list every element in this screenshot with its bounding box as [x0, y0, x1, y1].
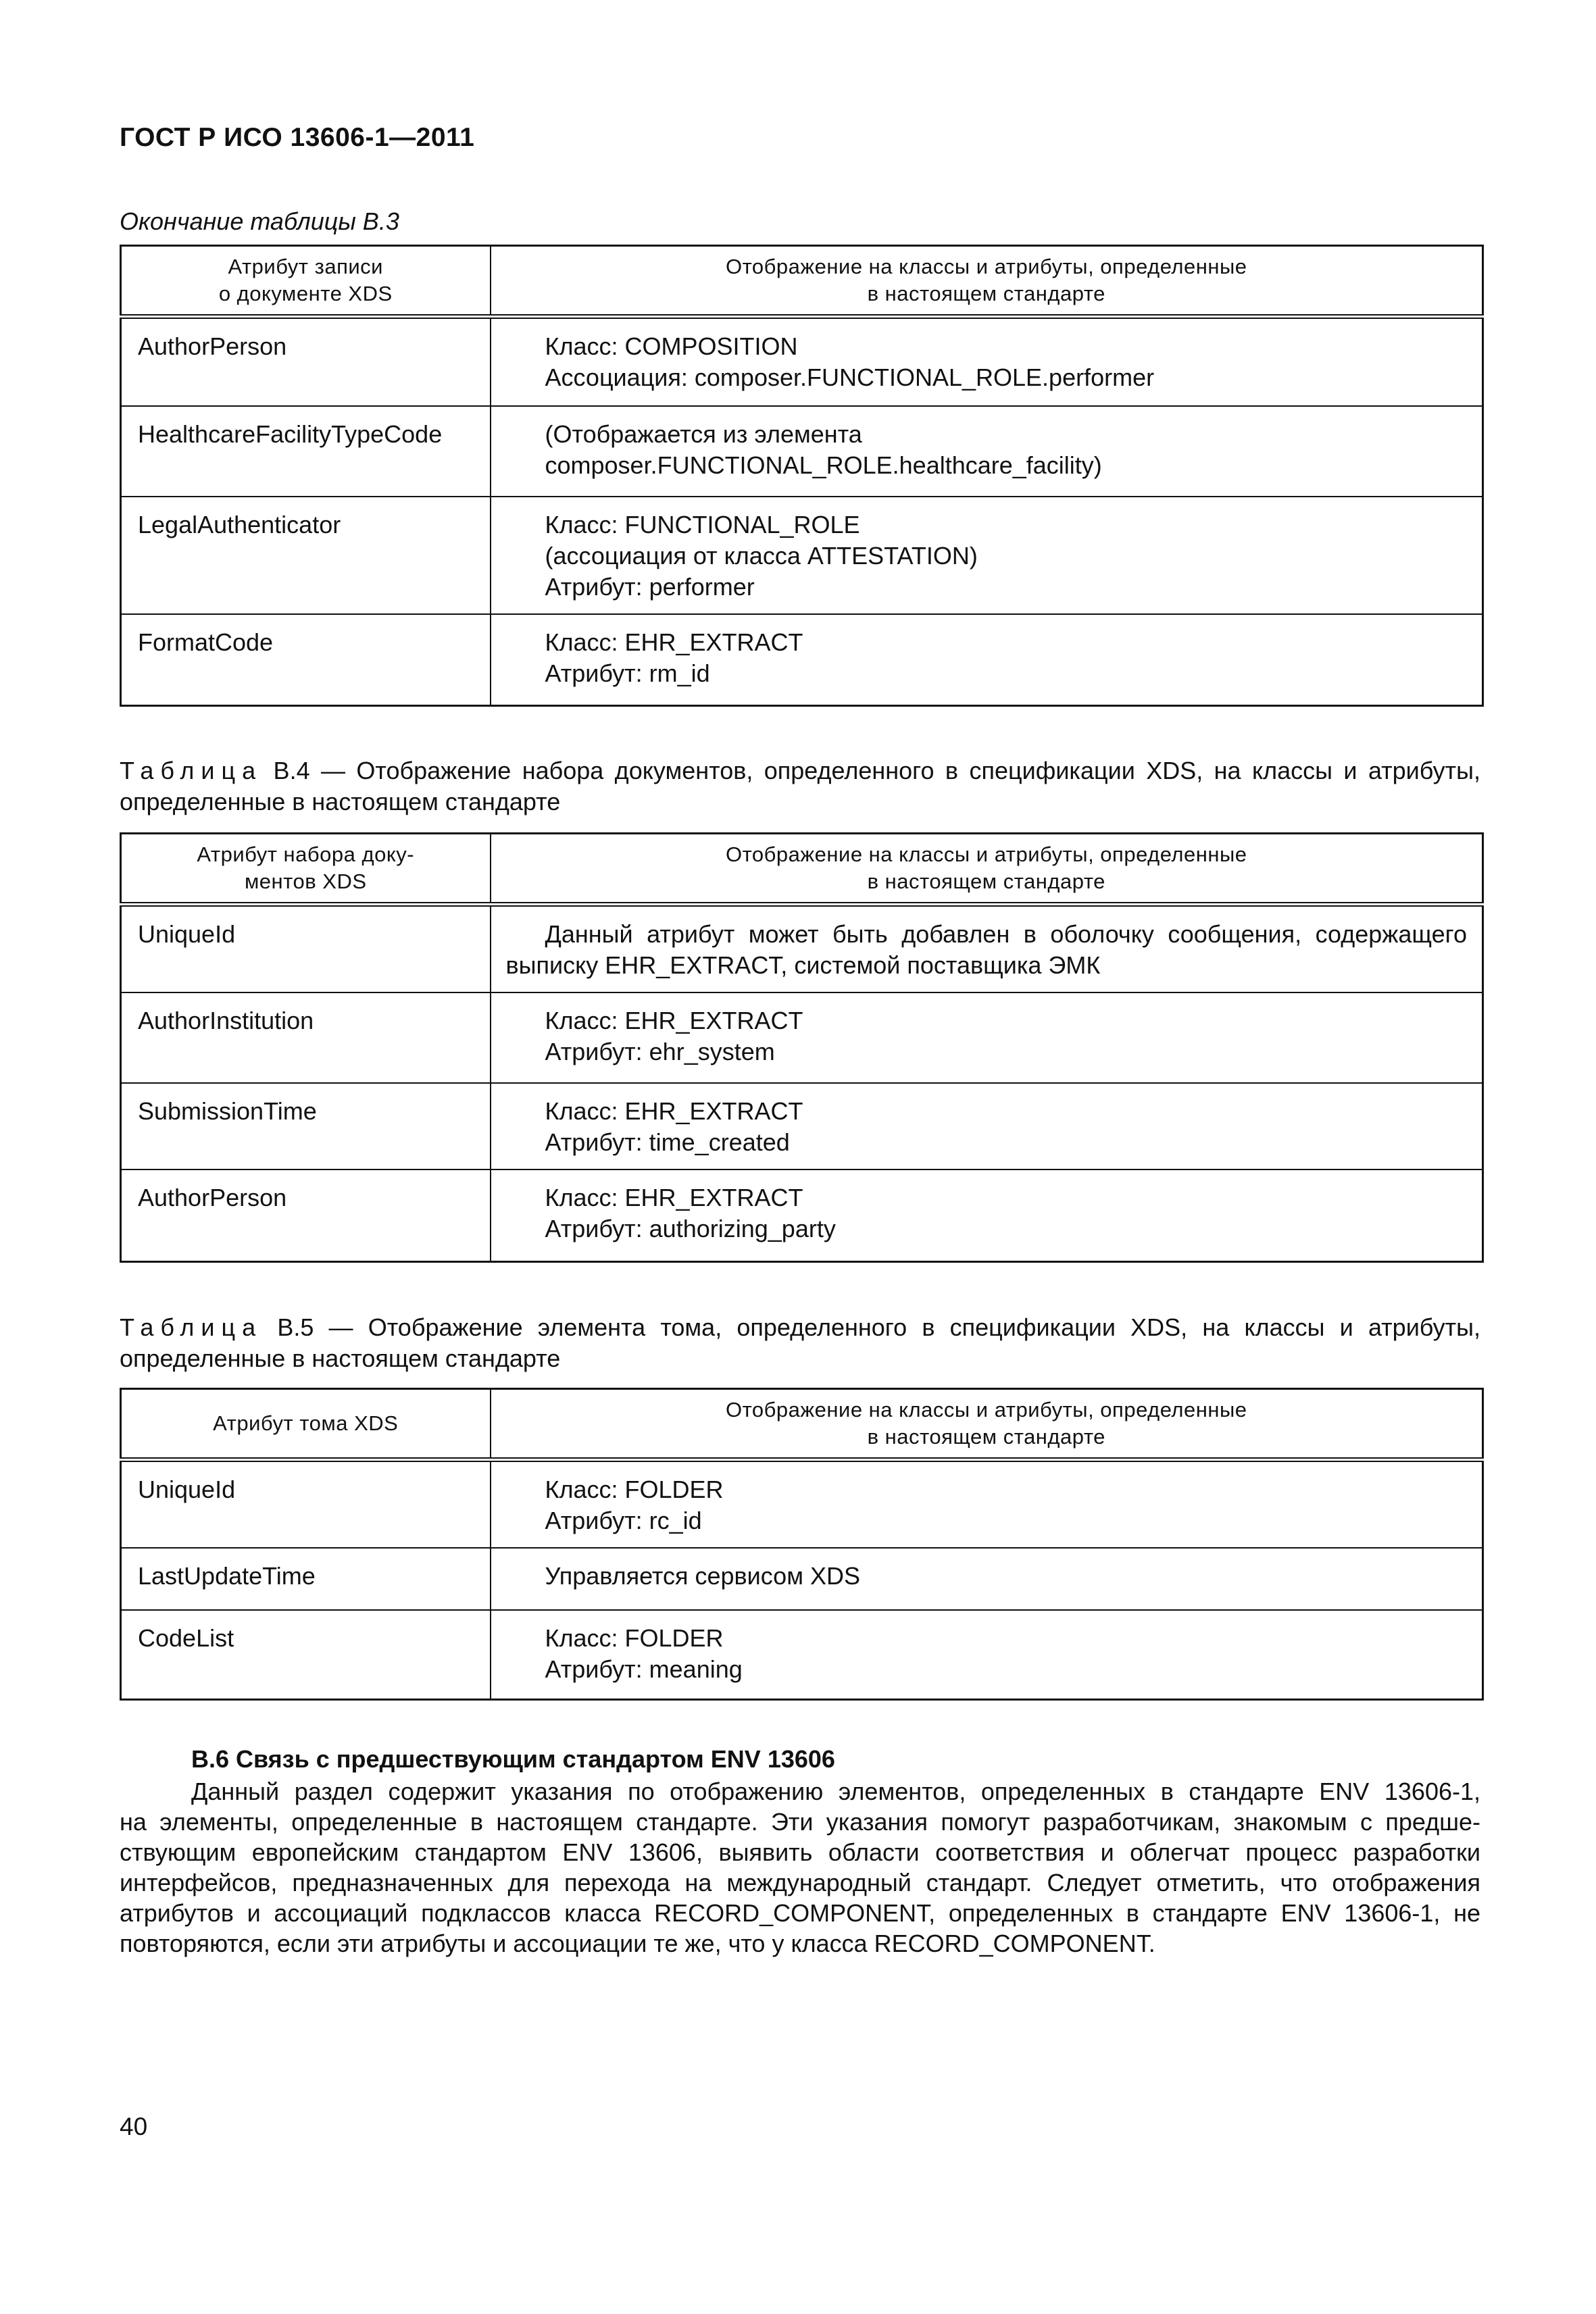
xds-attribute-cell: SubmissionTime — [121, 1083, 491, 1169]
header-line: Отображение на классы и атрибуты, определенные — [725, 255, 1247, 278]
text-line: Атрибут: time_created — [545, 1128, 790, 1156]
table-header-row — [121, 834, 1483, 905]
table-row — [121, 1548, 1483, 1610]
table-row — [121, 1169, 1483, 1261]
table-row — [121, 406, 1483, 497]
paragraph-line: Данный раздел содержит указания по отображению элементов, определенных в стандарте ENV 13606-1, — [191, 1778, 1480, 1805]
column-header-xds-attribute — [121, 1389, 491, 1460]
text-line: Класс: FOLDER — [545, 1624, 724, 1652]
xds-attribute-cell: UniqueId — [121, 905, 491, 993]
mapping-cell — [491, 1083, 1483, 1169]
table-row — [121, 905, 1483, 993]
text-line: Атрибут: performer — [545, 572, 755, 601]
xds-attribute-cell: UniqueId — [121, 1460, 491, 1549]
header-line: в настоящем стандарте — [867, 282, 1105, 305]
xds-attribute-cell: CodeList — [121, 1610, 491, 1699]
header-line: Отображение на классы и атрибуты, определенные — [725, 842, 1247, 866]
text-line: Класс: COMPOSITION — [545, 332, 798, 360]
header-line: ментов XDS — [244, 870, 367, 893]
table-b4-title: В.4 — Отображение набора документов, определенного в спецификации XDS, на классы и атрибуты, определенные в настоящем стандарте — [120, 757, 1480, 815]
table-label: Таблица — [120, 1313, 263, 1341]
section-b6-title: В.6 Связь с предшествующим стандартом ENV 13606 — [191, 1745, 835, 1773]
text-line: Атрибут: rm_id — [545, 659, 710, 687]
table-row — [121, 1083, 1483, 1169]
paragraph-line: атрибутов и ассоциаций подклассов класса RECORD_COMPONENT, определенных в стандарте ENV 13606-1, не — [120, 1899, 1480, 1927]
xds-attribute-cell: HealthcareFacilityTypeCode — [121, 406, 491, 497]
xds-attribute-cell: FormatCode — [121, 614, 491, 706]
text-line: composer.FUNCTIONAL_ROLE.healthcare_facility) — [545, 451, 1102, 479]
paragraph-line: интерфейсов, предназначенных для перехода на международный стандарт. Следует отметить, что отображения — [120, 1869, 1480, 1896]
mapping-cell — [491, 1169, 1483, 1261]
document-header: ГОСТ Р ИСО 13606-1—2011 — [120, 123, 475, 152]
text-line: Атрибут: ehr_system — [545, 1038, 775, 1065]
mapping-cell — [491, 614, 1483, 706]
xds-attribute-cell: AuthorPerson — [121, 1169, 491, 1261]
mapping-cell — [491, 1610, 1483, 1699]
mapping-cell — [491, 406, 1483, 497]
text-line: Класс: EHR_EXTRACT — [545, 1184, 803, 1211]
table-row — [121, 1460, 1483, 1549]
text-line: Атрибут: meaning — [545, 1655, 743, 1683]
text-line: Класс: FOLDER — [545, 1476, 724, 1503]
mapping-cell — [491, 1460, 1483, 1549]
paragraph-line: на элементы, определенные в настоящем стандарте. Эти указания помогут разработчикам, знакомым с предше- — [120, 1808, 1480, 1836]
text-line: Класс: EHR_EXTRACT — [545, 1007, 803, 1034]
header-line: Атрибут тома XDS — [213, 1411, 399, 1435]
text-line: (Отображается из элемента — [545, 420, 862, 448]
text-line: Класс: EHR_EXTRACT — [545, 1097, 803, 1125]
table-row — [121, 1610, 1483, 1699]
paragraph-line: ствующим европейским стандартом ENV 13606, выявить области соответствия и облегчат процесс разработки — [120, 1838, 1480, 1866]
xds-attribute-cell: AuthorPerson — [121, 317, 491, 406]
table-row — [121, 992, 1483, 1083]
header-line: Атрибут набора доку- — [197, 842, 415, 866]
section-b6-paragraph — [120, 1776, 1480, 1959]
table-header-row — [121, 1389, 1483, 1460]
table-row — [121, 317, 1483, 406]
mapping-cell: Данный атрибут может быть добавлен в оболочку сообщения, содержащего выписку EHR_EXTRACT, системой поставщика ЭМК — [491, 905, 1483, 993]
header-line: в настоящем стандарте — [867, 870, 1105, 893]
mapping-cell — [491, 497, 1483, 614]
table-b3 — [120, 245, 1484, 707]
table-label: Таблица — [120, 757, 263, 784]
header-line: о документе XDS — [218, 282, 393, 305]
mapping-cell — [491, 992, 1483, 1083]
text-line: Класс: FUNCTIONAL_ROLE — [545, 510, 860, 538]
mapping-cell — [491, 317, 1483, 406]
table-b5 — [120, 1388, 1484, 1701]
column-header-xds-attribute — [121, 834, 491, 905]
table-row — [121, 614, 1483, 706]
header-line: в настоящем стандарте — [867, 1425, 1105, 1449]
column-header-xds-attribute — [121, 246, 491, 317]
text-line: Класс: EHR_EXTRACT — [545, 628, 803, 656]
header-line: Отображение на классы и атрибуты, определенные — [725, 1398, 1247, 1422]
mapping-cell — [491, 1548, 1483, 1610]
text-line: Ассоциация: composer.FUNCTIONAL_ROLE.performer — [545, 363, 1155, 391]
text-line: (ассоциация от класса ATTESTATION) — [545, 541, 978, 570]
xds-attribute-cell: LegalAuthenticator — [121, 497, 491, 614]
paragraph-line: повторяются, если эти атрибуты и ассоциации те же, что у класса RECORD_COMPONENT. — [120, 1930, 1155, 1957]
table-row — [121, 497, 1483, 614]
column-header-mapping — [491, 834, 1483, 905]
xds-attribute-cell: AuthorInstitution — [121, 992, 491, 1083]
text-line: Атрибут: authorizing_party — [545, 1215, 836, 1242]
page-number: 40 — [120, 2113, 148, 2140]
table-header-row — [121, 246, 1483, 317]
table-b5-caption — [120, 1312, 1480, 1374]
table-b4 — [120, 832, 1484, 1263]
xds-attribute-cell: LastUpdateTime — [121, 1548, 491, 1610]
table-b4-caption — [120, 755, 1480, 818]
header-line: Атрибут записи — [228, 255, 383, 278]
table-b5-title: В.5 — Отображение элемента тома, определенного в спецификации XDS, на классы и атрибуты, определенные в настоящем стандарте — [120, 1313, 1480, 1372]
text-line: Атрибут: rc_id — [545, 1507, 702, 1534]
text-line: Управляется сервисом XDS — [545, 1562, 860, 1590]
column-header-mapping — [491, 246, 1483, 317]
table-b3-caption: Окончание таблицы В.3 — [120, 207, 399, 235]
column-header-mapping — [491, 1389, 1483, 1460]
